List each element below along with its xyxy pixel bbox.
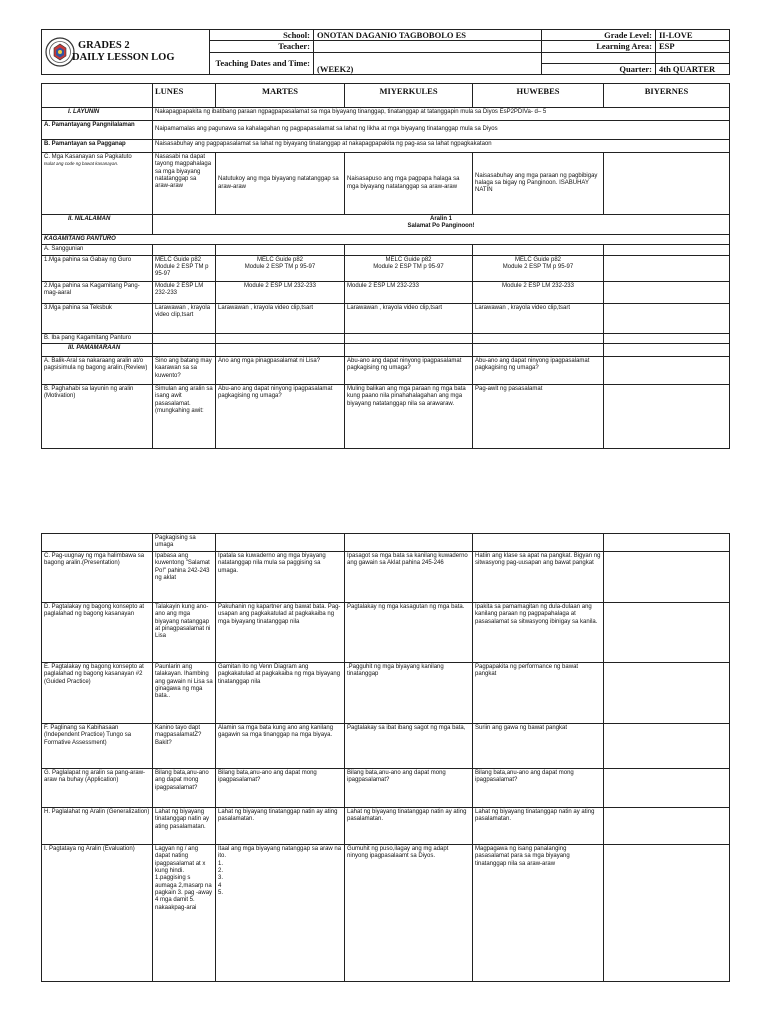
gabay-miyerkules: MELC Guide p82 Module 2 ESP TM p 95-97	[345, 255, 473, 281]
layunin-label: I. LAYUNIN	[42, 108, 153, 121]
pagtalakay1-label: D. Pagtalakay ng bagong konsepto at paglalahad ng bagong kasanayan	[42, 603, 153, 663]
grade-level-value: II-LOVE	[656, 30, 730, 41]
paghahabi-huwebes: Pag-awit ng pasasalamat	[473, 384, 604, 448]
kasanayan-biyernes	[604, 153, 730, 215]
day-header-martes: MARTES	[216, 84, 345, 108]
pamamaraan-huwebes	[473, 343, 604, 356]
pagtalakay1-lunes: Talakayin kung ano-ano ang mga biyayang natanggap at pinagpasalamat ni Lisa	[153, 603, 216, 663]
balik-aral-lunes: Sino ang batang may kaarawan sa sa kuwento?	[153, 356, 216, 384]
paglalahat-label: H. Paglalahat ng Aralin (Generalization)	[42, 808, 153, 845]
kabihasaan-biyernes	[604, 724, 730, 769]
day-header-biyernes: BIYERNES	[604, 84, 730, 108]
kagamitang-mag-aaral-lunes: Module 2 ESP LM 232-233	[153, 281, 216, 303]
teacher-label: Teacher:	[210, 41, 314, 52]
pag-uugnay-huwebes: Hatiin ang klase sa apat na pangkat. Bigyan ng sitwasyong pag-uusapan ang bawat pangkat	[473, 552, 604, 603]
learning-area-value: ESP	[656, 41, 730, 52]
pagtalakay1-huwebes: Ipakita sa pamamagitan ng dula-dulaan ang kanilang paraan ng pagpapahalaga at pasasalamat sa sitwasyong ibinigay sa kanila.	[473, 603, 604, 663]
teksbuk-huwebes: Larawawan , krayola video clip,tsart	[473, 303, 604, 333]
teksbuk-biyernes	[604, 303, 730, 333]
paglalapat-label: G. Paglalapat ng aralin sa pang-araw-araw na buhay (Application)	[42, 769, 153, 808]
paglalapat-biyernes	[604, 769, 730, 808]
pamantayan-pagganap-label: B. Pamantayan sa Pagganap	[42, 140, 153, 153]
school-label: School:	[210, 30, 314, 41]
sanggunian-label: A. Sanggunian	[42, 245, 153, 255]
pagtataya-martes: Itaal ang mga biyayang natanggap sa araw na ito. 1. 2. 3. 4 5.	[216, 845, 345, 982]
paglalapat-huwebes: Bilang bata,anu-ano ang dapat mong ipagpasalamat?	[473, 769, 604, 808]
continuation-miyerkules	[345, 534, 473, 552]
pagtalakay1-biyernes	[604, 603, 730, 663]
pag-uugnay-miyerkules: Ipasagot sa mga bata sa kanilang kuwaderno ang gawain sa Aklat pahina 245-246	[345, 552, 473, 603]
pagtalakay2-label: E. Pagtalakay ng bagong konsepto at paglalahad ng bagong kasanayan #2 (Guided Practice)	[42, 663, 153, 724]
sanggunian-miyerkules	[345, 245, 473, 255]
paglalapat-martes: Bilang bata,anu-ano ang dapat mong ipagpasalamat?	[216, 769, 345, 808]
quarter-value: 4th QUARTER	[656, 63, 730, 74]
grade-level-label: Grade Level:	[542, 30, 656, 41]
kasanayan-label: C. Mga Kasanayan sa Pagkatuto	[44, 154, 132, 160]
pag-uugnay-label: C. Pag-uugnay ng mga halimbawa sa bagong aralin.(Presentation)	[42, 552, 153, 603]
pag-uugnay-biyernes	[604, 552, 730, 603]
paglalapat-lunes: Bilang bata,anu-ano ang dapat mong ipagpasalamat?	[153, 769, 216, 808]
pagtalakay1-miyerkules: Pagtalakay ng mga kasagutan ng mga bata.	[345, 603, 473, 663]
sanggunian-lunes	[153, 245, 216, 255]
day-header-miyerkules: MIYERKULES	[345, 84, 473, 108]
paghahabi-martes: Abu-ano ang dapat ninyong ipagpasalamat pagkagising ng umaga?	[216, 384, 345, 448]
kabihasaan-martes: Alamin sa mga bata kung ano ang kanilang gagawin sa mga tinanggap na mga biyaya.	[216, 724, 345, 769]
balik-aral-label: A. Balik-Aral sa nakaraang aralin at/o pagsisimula ng bagong aralin.(Review)	[42, 356, 153, 384]
sanggunian-huwebes	[473, 245, 604, 255]
pamantayan-pagganap-text: Naisasabuhay ang pagpapasalamat sa lahat ng biyayang tinatanggap at nakapagpapakita ng pag-asa sa lahat ngpagkakataon	[153, 140, 730, 153]
continuation-biyernes	[604, 534, 730, 552]
iba-pang-biyernes	[604, 333, 730, 343]
pagtataya-miyerkules: Gumuhit ng puso,ilagay ang mg adapt ninyong ipagpasalaamt sa Diyos.	[345, 845, 473, 982]
pagtalakay2-martes: Gamitan ito ng Venn Diagram ang pagkakatulad at pagkakaiba ng mga biyayang tinatanggap nila	[216, 663, 345, 724]
paglalahat-huwebes: Lahat ng biyayang tinatanggap natin ay ating pasalamatan.	[473, 808, 604, 845]
day-header-huwebes: HUWEBES	[473, 84, 604, 108]
teaching-dates-label: Teaching Dates and Time:	[210, 52, 314, 74]
kabihasaan-lunes: Kanino tayo dapt magpasalamatZ? Bakit?	[153, 724, 216, 769]
paglalahat-biyernes	[604, 808, 730, 845]
kasanayan-lunes: Nasasabi na dapat tayong magpahalaga sa mga biyayang natatanggap sa araw-araw	[153, 153, 216, 215]
layunin-text: Nakapagpapakita ng ibatibang paraan ngpagpapasalamat sa mga biyayang tinanggap, tinatanggap at tatanggapin mula sa Diyos EsP2PDIVa- d– 5	[153, 108, 730, 121]
sanggunian-biyernes	[604, 245, 730, 255]
header-logo-cell	[42, 30, 210, 75]
paghahabi-biyernes	[604, 384, 730, 448]
dll-table-part-1	[41, 83, 730, 449]
school-value: ONOTAN DAGANIO TAGBOBOLO ES	[314, 30, 542, 41]
kasanayan-martes: Natutukoy ang mga biyayang natatanggap sa araw-araw	[216, 153, 345, 215]
teaching-dates-value: (WEEK2)	[314, 52, 542, 74]
iba-pang-martes	[216, 333, 345, 343]
pamamaraan-lunes	[153, 343, 216, 356]
kasanayan-label-cell	[42, 153, 153, 215]
deped-seal-icon	[45, 37, 75, 67]
kabihasaan-label: F. Paglinang sa Kabihasaan (Independent Practice) Tungo sa Formative Assessment)	[42, 724, 153, 769]
corner-cell	[42, 84, 153, 108]
paglalapat-miyerkules: Bilang bata,anu-ano ang dapat mong ipagpasalamat?	[345, 769, 473, 808]
continuation-martes	[216, 534, 345, 552]
title-grades: GRADES 2	[78, 40, 130, 52]
kabihasaan-huwebes: Suriin ang gawa ng bawat pangkat	[473, 724, 604, 769]
teacher-value	[314, 41, 542, 52]
teksbuk-miyerkules: Larawawan , krayola video clip,tsart	[345, 303, 473, 333]
iba-pang-lunes	[153, 333, 216, 343]
kagamitang-mag-aaral-martes: Module 2 ESP LM 232-233	[216, 281, 345, 303]
continuation-lunes: Pagkagising sa umaga	[153, 534, 216, 552]
kagamitang-mag-aaral-biyernes	[604, 281, 730, 303]
kagamitang-mag-aaral-miyerkules: Module 2 ESP LM 232-233	[345, 281, 473, 303]
paglalahat-miyerkules: Lahat ng biyayang tinatanggap natin ay ating pasalamatan.	[345, 808, 473, 845]
aralin-title: Salamat Po Panginoon!	[407, 223, 475, 230]
paghahabi-label: B. Paghahabi sa layunin ng aralin (Motivation)	[42, 384, 153, 448]
dll-table-part-2	[41, 533, 730, 982]
pagtalakay2-lunes: Paunlarin ang talakayan. Ihambing ang gawain ni Lisa sa ginagawa ng mga bata..	[153, 663, 216, 724]
kasanayan-note: Isulat ang code ng bawat kasanayan.	[44, 161, 119, 167]
kagamitang-panturo-heading: KAGAMITANG PANTURO	[42, 235, 730, 245]
kabihasaan-miyerkules: Pagtalakay sa ibat ibang sagot ng mga bata,	[345, 724, 473, 769]
gabay-label: 1.Mga pahina sa Gabay ng Guro	[42, 255, 153, 281]
nilalaman-label: II. NILALAMAN	[42, 215, 153, 235]
gabay-martes: MELC Guide p82 Module 2 ESP TM p 95-97	[216, 255, 345, 281]
teksbuk-martes: Larawawan , krayola video clip,tsart	[216, 303, 345, 333]
pagtataya-huwebes: Magpagawa ng isang panalanging pasasalamat para sa mga biyayang tinatanggap nila sa araw-araw	[473, 845, 604, 982]
pagtataya-label: I. Pagtataya ng Aralin (Evaluation)	[42, 845, 153, 982]
pamamaraan-martes	[216, 343, 345, 356]
balik-aral-huwebes: Abu-ano ang dapat ninyong ipagpasalamat pagkagising ng umaga?	[473, 356, 604, 384]
quarter-label: Quarter:	[542, 63, 656, 74]
iba-pang-huwebes	[473, 333, 604, 343]
paghahabi-miyerkules: Muling balikan ang mga paraan ng mga bata kung paano nila pinahahalagahan ang mga biyayang natatanggap nila sa arawaraw.	[345, 384, 473, 448]
continuation-label	[42, 534, 153, 552]
pamantayang-pangnilalaman-label: A. Pamantayang Pangnilalaman	[42, 121, 153, 140]
pagtataya-lunes: Lagyan ng / ang dapat nating ipagpasalamat at x kung hindi. 1.paggising s aumaga 2,masarp na pagkain 3. pag -away 4 mga damit 5. nakaakpag-arai	[153, 845, 216, 982]
pagtataya-biyernes	[604, 845, 730, 982]
teksbuk-lunes: Larawawan , krayola video clip,tsart	[153, 303, 216, 333]
day-header-lunes: LUNES	[153, 84, 216, 108]
balik-aral-miyerkules: Abu-ano ang dapat ninyong ipagpasalamat pagkagising ng umaga?	[345, 356, 473, 384]
pamantayang-pangnilalaman-text: Naipamamalas ang pagunawa sa kahalagahan ng pagpapasalamat sa lahat ng likha at mga biyayang tinatanggap mula sa Diyos	[153, 121, 730, 140]
teksbuk-label: 3.Mga pahina sa Teksbuk	[42, 303, 153, 333]
sanggunian-martes	[216, 245, 345, 255]
iba-pang-kagamitan-label: B. Iba pang Kagamitang Panturo	[42, 333, 153, 343]
header-blank	[542, 52, 656, 63]
pagtalakay2-huwebes: Pagpapakita ng performance ng bawat pangkat	[473, 663, 604, 724]
pag-uugnay-lunes: Ipabasa ang kuwentong "Salamat Po!" pahina 242-243 ng aklat	[153, 552, 216, 603]
pag-uugnay-martes: Ipatala sa kuwaderno ang mga biyayang natatanggap nila mula sa paggising sa umaga.	[216, 552, 345, 603]
header-table	[41, 29, 730, 75]
kagamitang-mag-aaral-label: 2.Mga pahina sa Kagamitang Pang-mag-aaral	[42, 281, 153, 303]
iba-pang-miyerkules	[345, 333, 473, 343]
pamamaraan-miyerkules	[345, 343, 473, 356]
nilalaman-aralin-cell	[153, 215, 730, 235]
pagtalakay1-martes: Pakuhanin ng kapartner ang bawat bata. Pag-usapan ang pagkakatulad at pagkakaiba ng mga biyayang tinatanggap nila	[216, 603, 345, 663]
kasanayan-miyerkules: Naisasapuso ang mga pagpapa halaga sa mga biyayang natatanggap sa araw-araw	[345, 153, 473, 215]
paghahabi-lunes: Simulan ang aralin sa isang awit pasasalamat. (mungkahing awit:	[153, 384, 216, 448]
title-dll: DAILY LESSON LOG	[72, 52, 175, 64]
balik-aral-martes: Ano ang mga pinagpasalamat ni Lisa?	[216, 356, 345, 384]
pamamaraan-biyernes	[604, 343, 730, 356]
paglalahat-lunes: Lahat ng biyayang tinatanggap natin ay ating pasalamatan.	[153, 808, 216, 845]
continuation-huwebes	[473, 534, 604, 552]
kasanayan-huwebes: Naisasabuhay ang mga paraan ng pagbibigay halaga sa bigay ng Panginoon. ISABUHAY NATIN	[473, 153, 604, 215]
learning-area-label: Learning Area:	[542, 41, 656, 52]
aralin-number: Aralin 1	[429, 216, 452, 222]
paglalahat-martes: Lahat ng biyayang tinatanggap natin ay ating pasalamatan.	[216, 808, 345, 845]
gabay-huwebes: MELC Guide p82 Module 2 ESP TM p 95-97	[473, 255, 604, 281]
header-blank	[656, 52, 730, 63]
balik-aral-biyernes	[604, 356, 730, 384]
pamamaraan-label: III. PAMAMARAAN	[42, 343, 153, 356]
kagamitang-mag-aaral-huwebes: Module 2 ESP LM 232-233	[473, 281, 604, 303]
gabay-biyernes	[604, 255, 730, 281]
pagtalakay2-biyernes	[604, 663, 730, 724]
gabay-lunes: MELC Guide p82 Module 2 ESP TM p 95-97	[153, 255, 216, 281]
pagtalakay2-miyerkules: .Pagguhit ng mga biyayang kanilang tinatanggap	[345, 663, 473, 724]
